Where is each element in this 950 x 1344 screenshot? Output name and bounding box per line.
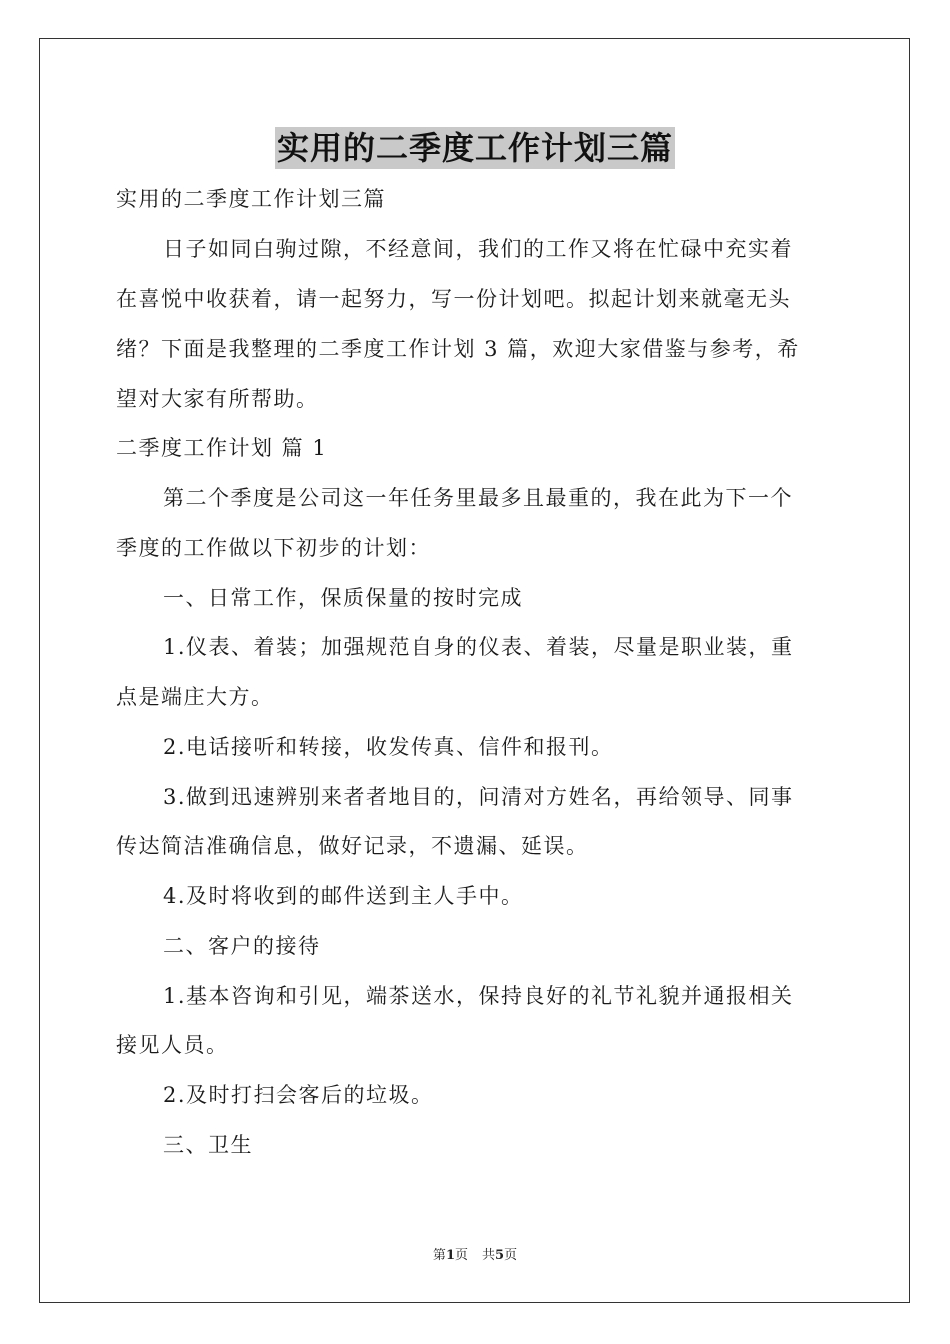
list-item: 1.仪表、着装；加强规范自身的仪表、着装，尽量是职业装，重 xyxy=(163,635,794,659)
page-suffix: 页 xyxy=(454,1248,468,1263)
list-item-continuation: 传达简洁准确信息，做好记录，不遗漏、延误。 xyxy=(116,834,589,858)
list-item: 1.基本咨询和引见，端茶送水，保持良好的礼节礼貌并通报相关 xyxy=(163,984,794,1008)
paragraph-line: 日子如同白驹过隙，不经意间，我们的工作又将在忙碌中充实着 xyxy=(163,237,793,261)
paragraph-line: 在喜悦中收获着，请一起努力，写一份计划吧。拟起计划来就毫无头 xyxy=(116,287,791,311)
list-heading: 二、客户的接待 xyxy=(163,934,321,958)
title-container xyxy=(0,127,950,169)
paragraph-line: 季度的工作做以下初步的计划： xyxy=(116,536,431,560)
subtitle-line: 实用的二季度工作计划三篇 xyxy=(116,187,386,211)
total-prefix: 共 xyxy=(482,1248,496,1263)
list-heading: 一、日常工作，保质保量的按时完成 xyxy=(163,586,523,610)
list-item-continuation: 接见人员。 xyxy=(116,1033,229,1057)
page-current: 1 xyxy=(445,1248,455,1263)
page-footer xyxy=(0,1247,950,1265)
paragraph-line: 第二个季度是公司这一年任务里最多且最重的，我在此为下一个 xyxy=(163,486,793,510)
list-item: 2.电话接听和转接，收发传真、信件和报刊。 xyxy=(163,735,614,759)
page-border xyxy=(39,38,910,1303)
total-suffix: 页 xyxy=(504,1248,518,1263)
list-item: 4.及时将收到的邮件送到主人手中。 xyxy=(163,884,524,908)
list-item: 2.及时打扫会客后的垃圾。 xyxy=(163,1083,434,1107)
list-item: 3.做到迅速辨别来者者地目的，问清对方姓名，再给领导、同事 xyxy=(163,785,794,809)
page-prefix: 第 xyxy=(432,1248,446,1263)
list-heading: 三、卫生 xyxy=(163,1133,253,1157)
paragraph-line: 绪？下面是我整理的二季度工作计划 3 篇，欢迎大家借鉴与参考，希 xyxy=(116,337,800,361)
section-heading: 二季度工作计划 篇 1 xyxy=(116,436,328,460)
list-item-continuation: 点是端庄大方。 xyxy=(116,685,274,709)
page-total: 5 xyxy=(495,1248,505,1263)
paragraph-line: 望对大家有所帮助。 xyxy=(116,387,319,411)
document-title: 实用的二季度工作计划三篇 xyxy=(276,129,673,167)
